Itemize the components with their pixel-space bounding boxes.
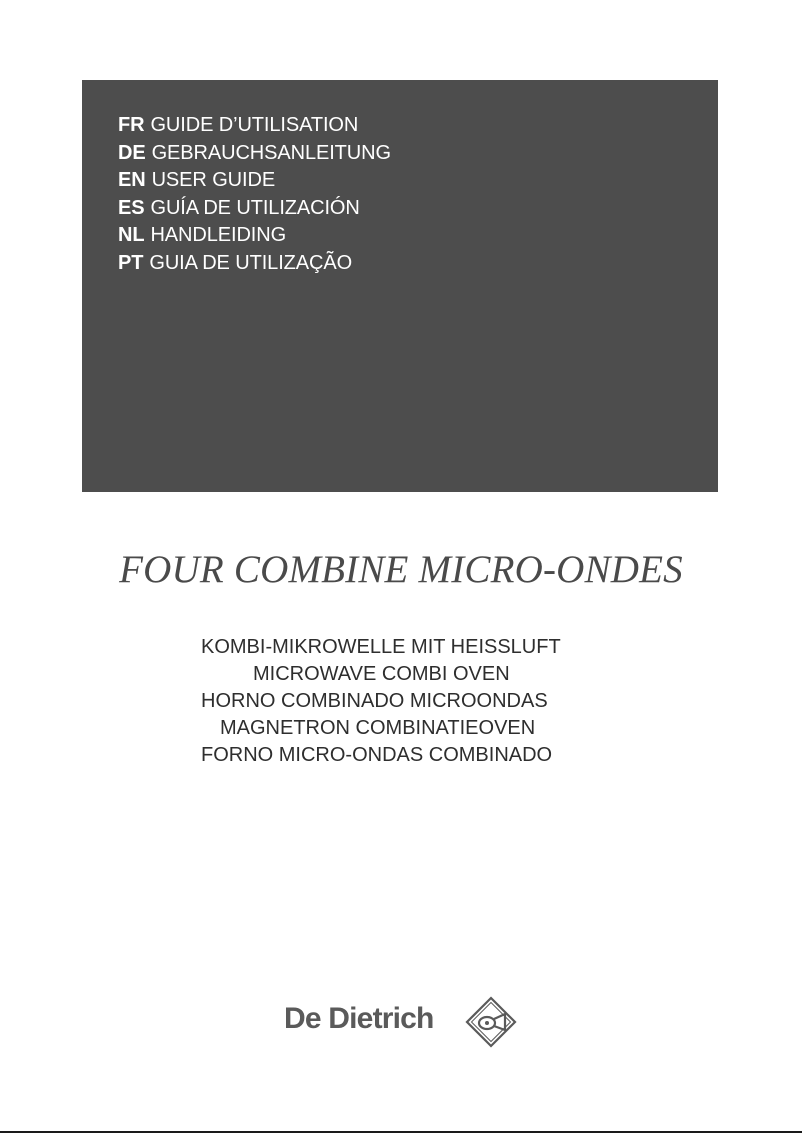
page-title: FOUR COMBINE MICRO-ONDES	[119, 548, 683, 591]
product-subtitles	[201, 634, 615, 769]
language-label: GUIDE D’UTILISATION	[150, 114, 359, 136]
language-item-es	[118, 195, 391, 223]
subtitle-pt: FORNO MICRO-ONDAS COMBINADO	[201, 744, 553, 766]
brand-logo-block	[284, 992, 524, 1050]
language-code: FR	[118, 114, 145, 136]
subtitle-de: KOMBI-MIKROWELLE MIT HEISSLUFT	[201, 636, 561, 658]
subtitle-nl: MAGNETRON COMBINATIEOVEN	[220, 717, 536, 739]
language-code: ES	[118, 196, 145, 219]
language-item-en	[118, 167, 391, 195]
language-code: NL	[118, 224, 145, 247]
language-code: DE	[118, 141, 146, 164]
language-item-de	[118, 140, 391, 168]
language-item-fr	[118, 112, 391, 140]
subtitle-en: MICROWAVE COMBI OVEN	[253, 663, 510, 685]
language-panel	[82, 80, 718, 492]
language-label: GUIA DE UTILIZAÇÃO	[149, 251, 353, 274]
language-code: PT	[118, 251, 144, 274]
language-code: EN	[118, 169, 146, 192]
language-item-pt	[118, 250, 391, 278]
subtitle-es: HORNO COMBINADO MICROONDAS	[201, 690, 548, 712]
diamond-horn-logo-icon	[465, 996, 517, 1048]
language-item-nl	[118, 222, 391, 250]
language-label: GEBRAUCHSANLEITUNG	[151, 141, 391, 164]
language-label: GUÍA DE UTILIZACIÓN	[150, 196, 360, 219]
language-label: HANDLEIDING	[150, 224, 287, 247]
brand-name: De Dietrich	[284, 1002, 434, 1035]
language-list	[118, 112, 391, 278]
language-label: USER GUIDE	[151, 169, 276, 192]
